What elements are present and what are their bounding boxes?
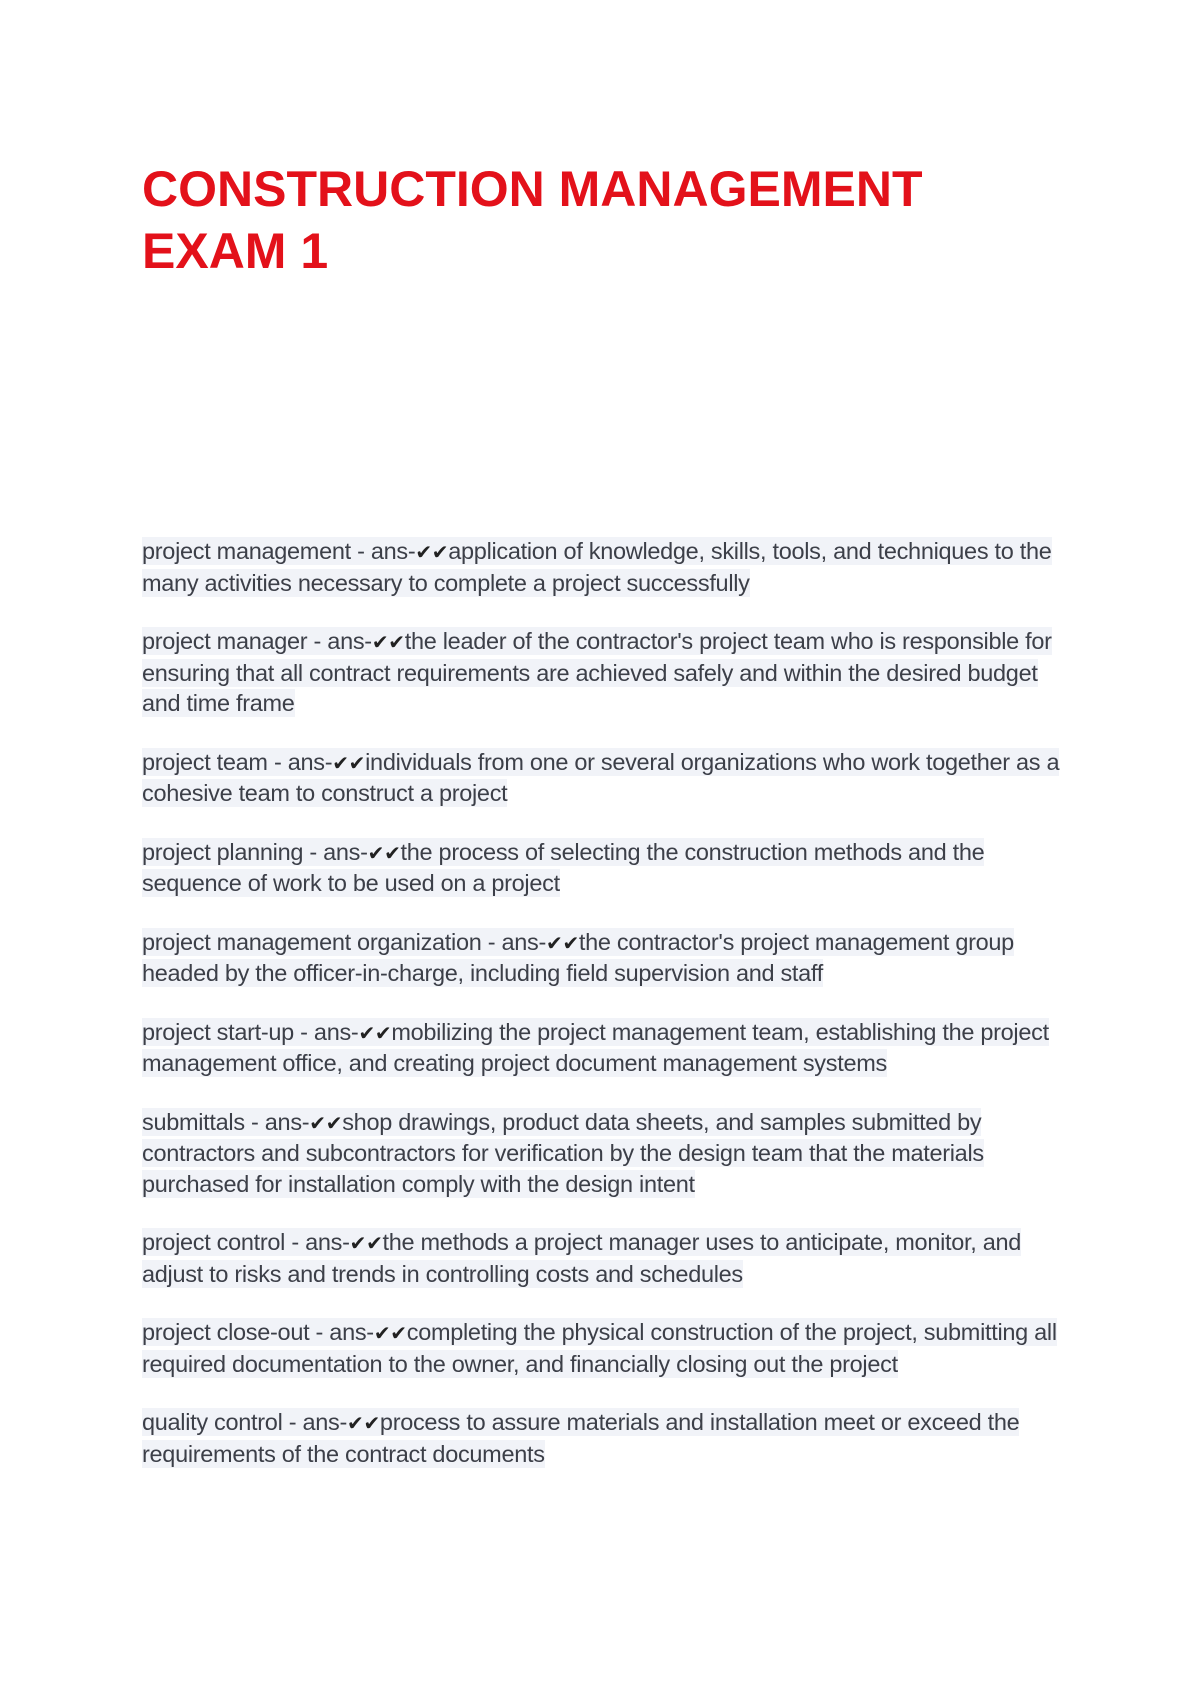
qa-term: project control [142,1229,286,1255]
qa-text [142,1318,1057,1378]
qa-text [142,1228,1021,1288]
check-mark-icon: ✔✔ [371,630,405,654]
qa-definition: the process of selecting the construction methods and the sequence of work to be used on a project [142,838,985,896]
qa-item [142,927,1072,989]
qa-term: project management [142,538,351,564]
qa-term: project start-up [142,1018,294,1045]
qa-separator: - ans- [350,538,416,564]
qa-text [142,627,1052,717]
qa-text [142,1108,984,1198]
qa-item [142,747,1072,809]
check-mark-icon: ✔✔ [373,1321,407,1345]
qa-separator: - ans- [307,628,372,654]
qa-text [142,928,1014,988]
qa-item [142,1227,1072,1289]
qa-item [142,1107,1072,1200]
check-mark-icon: ✔✔ [546,930,579,955]
qa-term: project close-out [142,1319,310,1345]
qa-definition: application of knowledge, skills, tools, and techniques to the many activities necessary to complete a project successfully [142,538,1052,596]
check-mark-icon: ✔✔ [349,1231,383,1255]
check-mark-icon: ✔✔ [358,1020,392,1045]
qa-separator: - ans- [293,1018,359,1045]
qa-text [142,838,984,898]
qa-separator: - ans- [282,1409,347,1435]
qa-term: project management organization [142,928,482,955]
qa-list [142,536,1072,1497]
qa-item [142,837,1072,899]
qa-text [142,537,1052,597]
qa-separator: - ans- [309,1319,374,1345]
qa-text [142,1408,1019,1468]
qa-definition: the leader of the contractor's project team who is responsible for ensuring that all contract requirements are achieved safely and within the desired budget and time frame [142,628,1052,716]
check-mark-icon: ✔✔ [415,540,449,564]
check-mark-icon: ✔✔ [332,750,366,775]
qa-separator: - ans- [267,748,333,775]
qa-text [142,1018,1049,1078]
qa-term: project team [142,748,268,775]
title-line-1: CONSTRUCTION MANAGEMENT [142,161,923,217]
check-mark-icon: ✔✔ [367,840,401,865]
title-line-2: EXAM 1 [142,223,329,279]
qa-item [142,1017,1072,1079]
qa-term: project planning [142,838,304,865]
qa-definition: the methods a project manager uses to anticipate, monitor, and adjust to risks and trends in controlling costs and schedules [142,1229,1022,1287]
check-mark-icon: ✔✔ [309,1110,343,1135]
qa-definition: mobilizing the project management team, establishing the project management office, and creating project document management systems [142,1018,1049,1076]
qa-definition: shop drawings, product data sheets, and samples submitted by contractors and subcontractors for verification by the design team that the materials purchased for installation comply with the design intent [142,1108,984,1197]
document-title [142,158,942,282]
qa-term: quality control [142,1409,283,1435]
qa-separator: - ans- [303,838,368,865]
qa-term: project manager [142,628,308,654]
qa-item [142,536,1072,598]
qa-definition: completing the physical construction of the project, submitting all required documentation to the owner, and financially closing out the project [142,1319,1057,1377]
qa-definition: process to assure materials and installation meet or exceed the requirements of the contract documents [142,1409,1020,1467]
qa-separator: - ans- [285,1229,350,1255]
qa-item [142,626,1072,719]
qa-definition: the contractor's project management group headed by the officer-in-charge, including field supervision and staff [142,928,1014,986]
qa-separator: - ans- [244,1108,310,1135]
qa-term: submittals [142,1108,245,1135]
check-mark-icon: ✔✔ [347,1411,380,1435]
qa-item [142,1317,1072,1379]
qa-item [142,1407,1072,1469]
qa-text [142,748,1059,808]
qa-definition: individuals from one or several organizations who work together as a cohesive team to construct a project [142,748,1060,806]
qa-separator: - ans- [481,928,546,955]
